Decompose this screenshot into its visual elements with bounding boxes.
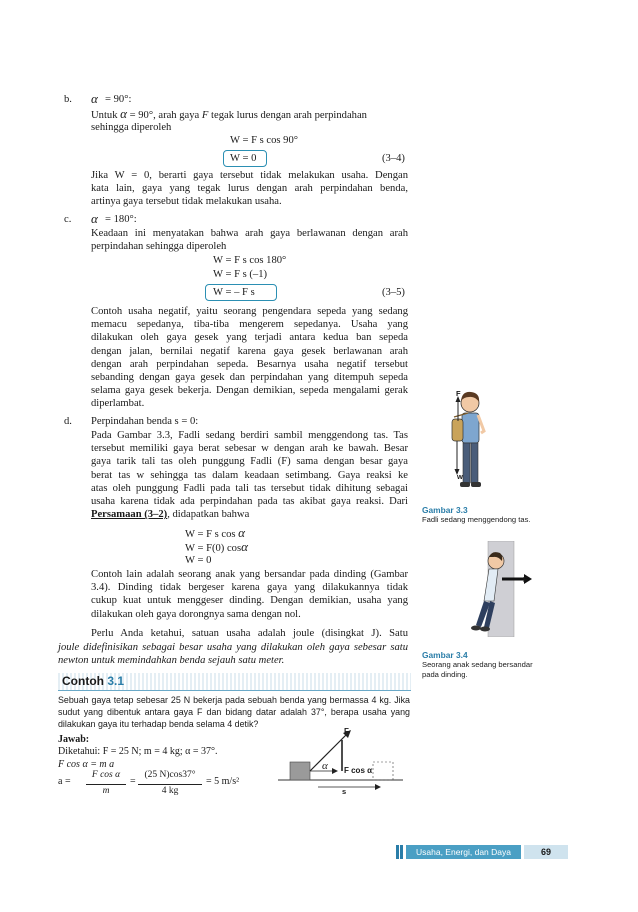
- diagram-F-label: F: [344, 727, 349, 736]
- sec-d-label: d.: [64, 416, 72, 427]
- text-line: cukup kuat untuk menggeser dinding. Dengan demikian, usaha yang: [91, 595, 408, 607]
- fraction-2-numerator: (25 N)cos37°: [144, 770, 196, 780]
- sec-d-paragraph-2: [91, 568, 408, 621]
- alpha-symbol: α: [120, 106, 127, 121]
- figure-3-3-title: Gambar 3.3: [422, 505, 468, 515]
- diagram-s-label: s: [342, 787, 347, 796]
- equation: W = 0: [185, 555, 212, 566]
- text-line: tersebut memiliki gaya berat sebesar w dengan arah ke bawah. Besar: [91, 443, 408, 455]
- equation: [185, 526, 245, 541]
- sec-c-label: c.: [64, 214, 72, 225]
- footer-chapter: Usaha, Energi, dan Daya: [406, 845, 521, 859]
- sec-c-paragraph-2: [91, 305, 408, 411]
- equation: W = 0: [230, 153, 257, 164]
- footer-accent-bar: [400, 845, 403, 859]
- alpha-symbol: α: [91, 91, 98, 106]
- text: F: [201, 110, 209, 121]
- caption-line: Seorang anak sedang bersandar: [422, 660, 533, 669]
- fraction-1-denominator: m: [102, 786, 110, 796]
- equation: W = F s cos 90°: [230, 135, 298, 146]
- example-word: Contoh: [62, 674, 104, 688]
- text-line: usaha karena tidak ada perpindahan pada tas akibat gaya reaksi. Dari: [91, 496, 408, 508]
- text-line: atas oleh punggung Fadli pada tali tas tersebut tidak dihitung sebagai: [91, 482, 408, 494]
- sec-d-title: Perpindahan benda s = 0:: [91, 416, 199, 427]
- fraction-2-denominator: 4 kg: [161, 786, 179, 796]
- force-F-label: F: [523, 575, 528, 584]
- text-line: Keadaan ini menyatakan bahwa arah gaya berlawanan dengan arah: [91, 228, 408, 239]
- text-line: dilakukan gaya itu terhadap benda selama 4 detik?: [58, 719, 259, 729]
- equation: W = – F s: [213, 287, 255, 298]
- example-title: [62, 674, 124, 688]
- sec-b-paragraph: [91, 169, 408, 209]
- given-values: Diketahui: F = 25 N; m = 4 kg; α = 37°.: [58, 746, 218, 757]
- sec-b-line1: [91, 107, 367, 122]
- equation: [185, 540, 248, 555]
- text-line: Pada Gambar 3.3, Fadli sedang berdiri sambil menggendong tas. Tas: [91, 430, 408, 441]
- equation-number: (3–4): [382, 153, 405, 164]
- sec-d-paragraph: [91, 429, 408, 521]
- weight-w-label: w: [457, 472, 463, 481]
- answer-heading: Jawab:: [58, 734, 90, 745]
- text: = 90°, arah gaya: [129, 110, 200, 121]
- fraction-1-numerator: F cos α: [91, 770, 121, 780]
- diagram-fcos-label: F cos α: [344, 766, 373, 775]
- text-line: diperlambat.: [91, 398, 145, 410]
- alpha-symbol: α: [241, 539, 248, 554]
- definition-line-1: [91, 627, 408, 640]
- equation-fcos: F cos α = m a: [58, 759, 115, 770]
- figure-3-4-title: Gambar 3.4: [422, 650, 468, 660]
- text-line: [91, 508, 408, 521]
- text-line: dilakukan oleh gaya gesek yang terjadi antara kedua ban sepeda: [91, 332, 408, 344]
- text-line: perpindahan sehingga diperoleh: [91, 241, 227, 253]
- acceleration-result: = 5 m/s²: [206, 776, 240, 787]
- text-line: artinya gaya tersebut tidak melakukan usaha.: [91, 196, 282, 208]
- fraction-line: [138, 784, 202, 785]
- text-line: joule didefinisikan sebagai besar usaha yang dilakukan oleh gaya sebesar satu: [58, 642, 408, 653]
- text-line: sudut yang dibentuk antara gaya F dan bidang datar adalah 37°, berapa usaha yang: [58, 707, 410, 717]
- boy-with-bag-illustration: [440, 385, 500, 497]
- text-line: Contoh lain adalah seorang anak yang bersandar pada dinding (Gambar: [91, 569, 408, 580]
- text-line: memacu sepedanya, tiba-tiba mengerem sepedanya. Usaha yang: [91, 319, 408, 331]
- text: W = F(0) cos: [185, 543, 242, 554]
- sec-b-label: b.: [64, 94, 72, 105]
- footer-accent-bar: [396, 845, 399, 859]
- text-line: gaya tarik tali tas oleh punggung Fadli (F) sama dengan besar gaya: [91, 456, 408, 468]
- text-line: selama gaya gesek bekerja. Dengan demikian, sepeda mengalami gerak: [91, 385, 408, 397]
- text-line: dengan jalan, bernilai negatif karena gaya gesek berlawanan arah: [91, 345, 408, 357]
- text-line: kata lain, gaya yang tegak lurus dengan arah perpindahan benda,: [91, 183, 408, 195]
- figure-3-3-caption: Fadli sedang menggendong tas.: [422, 515, 531, 524]
- diagram-alpha-label: α: [322, 760, 328, 772]
- sec-c-paragraph: [91, 227, 408, 253]
- text-line: Sebuah gaya tetap sebesar 25 N bekerja pada sebuah benda yang bermassa 4 kg. Jika: [58, 695, 410, 705]
- text: Untuk: [91, 110, 118, 121]
- text: W = F s cos: [185, 529, 236, 540]
- text-line: Contoh usaha negatif, yaitu seorang pengendara sepeda yang sedang: [91, 306, 408, 317]
- fraction-line: [86, 784, 126, 785]
- text-line: berat tas w sehingga tas dalam keadaan setimbang. Gaya reaksi ke: [91, 469, 408, 481]
- example-problem: [58, 694, 410, 730]
- page-number: 69: [524, 845, 568, 859]
- example-number: 3.1: [107, 674, 125, 688]
- equation: W = F s (–1): [213, 269, 268, 280]
- text: tegak lurus dengan arah perpindahan: [211, 110, 367, 121]
- equation-number: (3–5): [382, 287, 405, 298]
- equals-sign: =: [130, 776, 136, 787]
- force-F-label: F: [456, 389, 461, 398]
- text-line: dengan arah perpindahan sepeda. Besarnya usaha negatif tersebut: [91, 358, 408, 370]
- boy-leaning-wall-illustration: [462, 541, 542, 637]
- text-line: newton untuk memindahkan benda sejauh satu meter.: [58, 655, 285, 667]
- sec-b-line2: sehingga diperoleh: [91, 122, 172, 133]
- text-line: Perlu Anda ketahui, satuan usaha adalah joule (disingkat J). Satu: [91, 628, 408, 639]
- force-diagram: [278, 728, 403, 794]
- caption-line: pada dinding.: [422, 670, 468, 679]
- reference: Persamaan (3–2): [91, 509, 168, 521]
- equation: W = F s cos 180°: [213, 255, 287, 266]
- figure-3-4-caption: [422, 660, 533, 680]
- alpha-symbol: α: [238, 525, 245, 540]
- text-line: dilakukan oleh gaya dorongnya sama dengan nol.: [91, 608, 301, 620]
- sec-c-condition: = 180°:: [105, 214, 137, 225]
- sec-b-condition: = 90°:: [105, 94, 132, 105]
- text-line: Jika W = 0, berarti gaya tersebut tidak melakukan usaha. Dengan: [91, 170, 408, 181]
- equation-a-lhs: a =: [58, 776, 71, 787]
- alpha-symbol: α: [91, 211, 98, 226]
- text: , didapatkan bahwa: [167, 509, 250, 521]
- text-line: sebanding dengan gaya gesek dan perpindahan yang ditempuh sepeda: [91, 372, 408, 384]
- definition-lines: [58, 641, 408, 667]
- text-line: 3.4). Dinding tidak bergeser karena gaya yang dilakukannya tidak: [91, 582, 408, 594]
